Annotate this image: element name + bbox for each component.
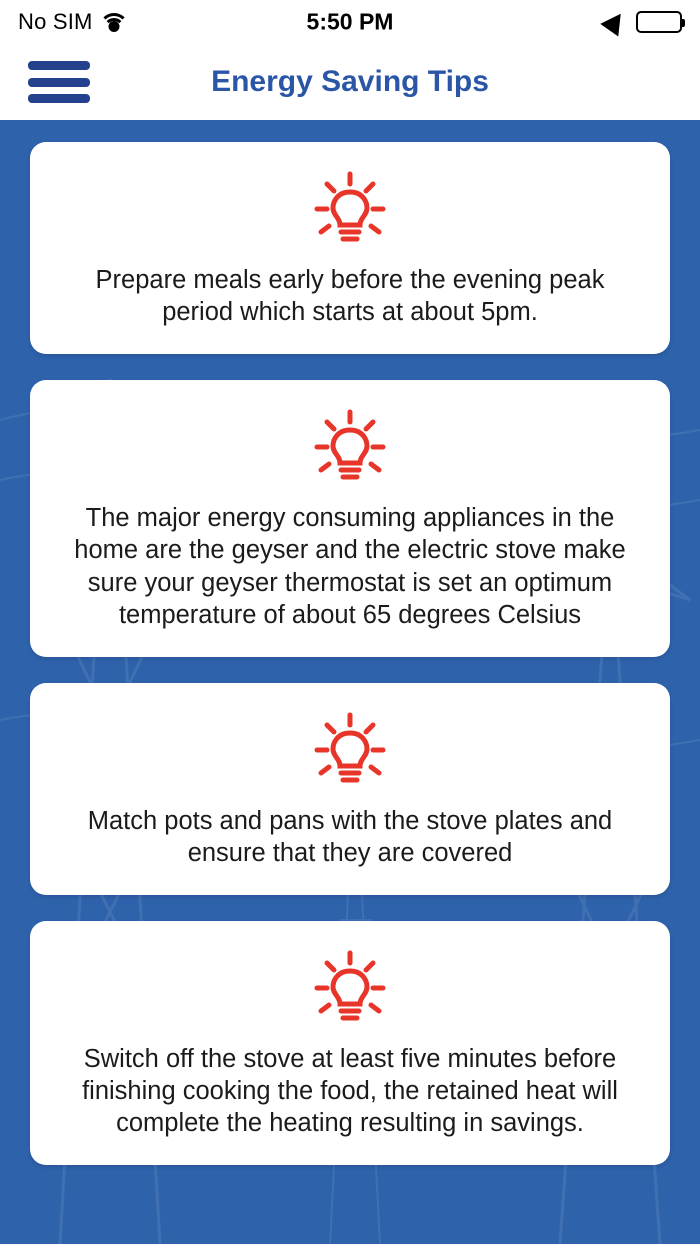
location-arrow-icon bbox=[600, 7, 629, 36]
content-area bbox=[0, 120, 700, 1244]
lightbulb-idea-icon bbox=[50, 705, 650, 791]
list-item[interactable] bbox=[30, 683, 670, 895]
tip-text: Prepare meals early before the evening peak period which starts at about 5pm. bbox=[95, 266, 605, 327]
hamburger-menu-icon[interactable] bbox=[28, 61, 90, 103]
tips-list bbox=[0, 120, 700, 1244]
list-item[interactable] bbox=[30, 142, 670, 354]
list-item[interactable] bbox=[30, 380, 670, 657]
lightbulb-idea-icon bbox=[50, 164, 650, 250]
list-item[interactable] bbox=[30, 921, 670, 1165]
page-title: Energy Saving Tips bbox=[211, 65, 489, 98]
wifi-icon bbox=[101, 12, 127, 32]
lightbulb-idea-icon bbox=[50, 402, 650, 488]
tip-text: Switch off the stove at least five minutes before finishing cooking the food, the retained heat will complete the heating resulting in savings. bbox=[82, 1045, 618, 1138]
battery-full-icon bbox=[636, 11, 682, 33]
status-bar-left bbox=[18, 9, 127, 35]
carrier-label: No SIM bbox=[18, 9, 93, 34]
tip-text: Match pots and pans with the stove plates and ensure that they are covered bbox=[87, 806, 613, 867]
tip-text: The major energy consuming appliances in the home are the geyser and the electric stove make sure your geyser thermostat is set an optimum temperature of about 65 degrees Celsius bbox=[74, 504, 626, 629]
navigation-bar bbox=[0, 44, 700, 120]
lightbulb-idea-icon bbox=[50, 943, 650, 1029]
clock-label: 5:50 PM bbox=[306, 8, 394, 35]
status-bar bbox=[0, 0, 700, 44]
status-bar-right bbox=[604, 11, 682, 33]
